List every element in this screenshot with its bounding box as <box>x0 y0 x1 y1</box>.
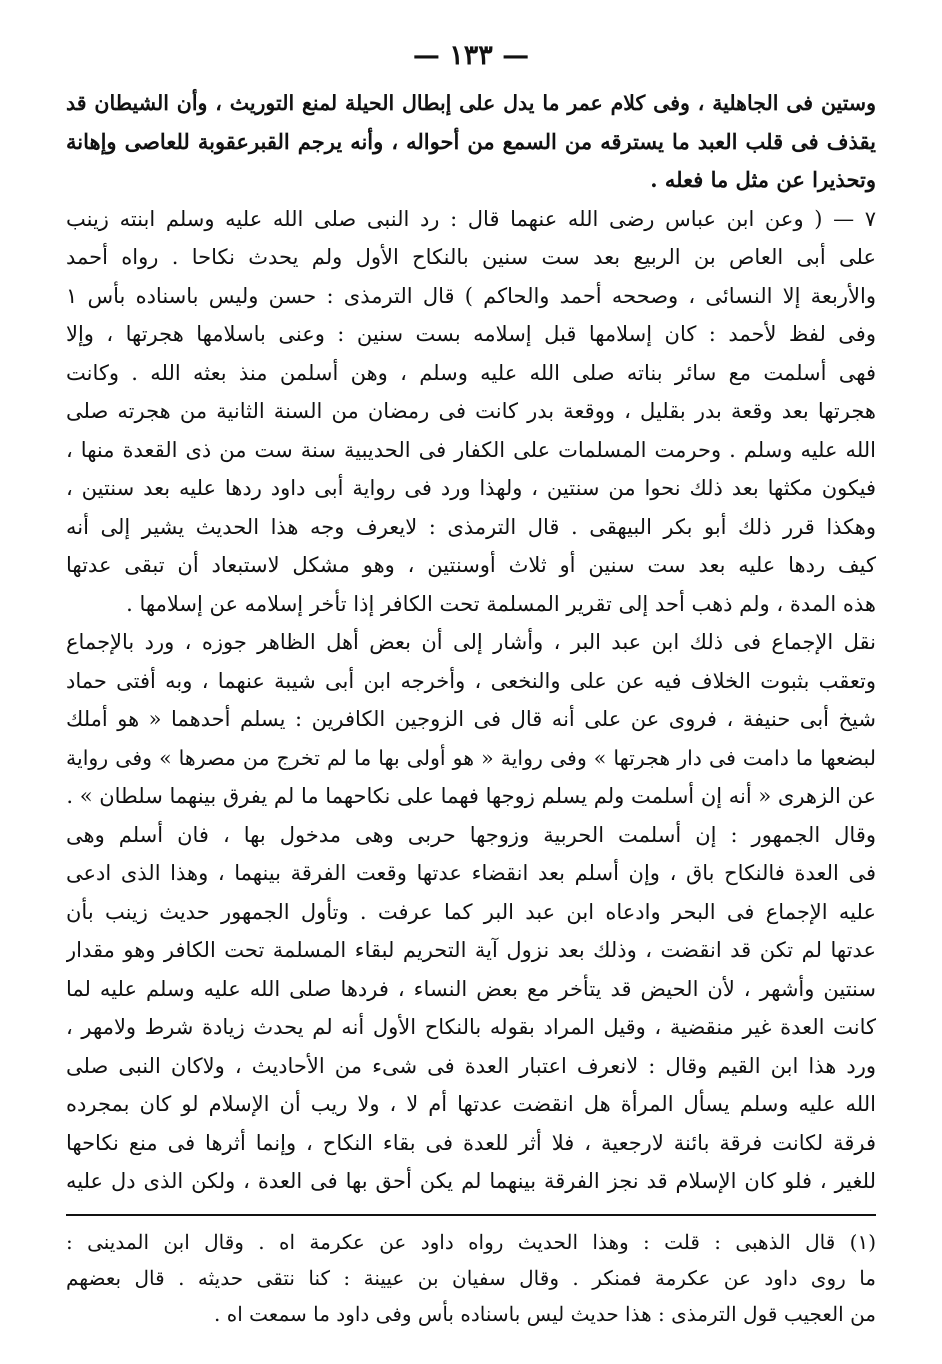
text-line: فى العدة فالنكاح باق ، وإن أسلم بعد انقضاء عدتها وقعت الفرقة بينهما ، وهذا الذى ادعى <box>66 861 876 885</box>
text-line: للغير ، فلو كان الإسلام قد نجز الفرقة بينهما لم يكن أحق بها فى العدة ، ولكن الذى دل عليه <box>66 1169 876 1193</box>
footnote-line: من العجيب قول الترمذى : هذا حديث ليس باسناده بأس وفى داود ما سمعت اه . <box>214 1302 876 1326</box>
text-line: الله عليه وسلم يسأل المرأة هل انقضت عدتها أم لا ، ولا ريب أن الإسلام لو كان بمجرده <box>66 1092 876 1116</box>
text-line: يقذف فى قلب العبد ما يسترقه من السمع من أحواله ، وأنه يرجم القبرعقوبة للعاصى وإهانة <box>66 128 876 154</box>
text-line: عليه الإجماع فى البحر وادعاه ابن عبد البر كما عرفت . وتأول الجمهور حديث زينب بأن <box>66 899 876 924</box>
text-line: وقال الجمهور : إن أسلمت الحربية وزوجها حربى وهى مدخول بها ، فان أسلم وهى <box>66 822 876 847</box>
page-number: — ١٣٣ — <box>412 40 530 71</box>
text-line: فرقة لكانت فرقة بائنة لارجعية ، فلا أثر للعدة فى بقاء النكاح ، وإنما أثرها فى منع نكاحها <box>66 1130 876 1155</box>
text-line: فهى أسلمت مع سائر بناته صلى الله عليه وسلم ، وهن أسلمن منذ بعثه الله . وكانت <box>66 360 876 385</box>
text-line: شيخ أبى حنيفة ، فروى عن على أنه قال فى الزوجين الكافرين : يسلم أحدهما « هو أملك <box>66 707 876 731</box>
text-line: عدتها لم تكن قد انقضت ، وذلك بعد نزول آية التحريم لبقاء المسلمة تحت الكافر وهو مقدار <box>66 938 876 962</box>
footnote-divider <box>66 1214 876 1216</box>
text-line: فيكون مكثها بعد ذلك نحوا من سنتين ، ولهذا ورد فى رواية أبى داود ردها عليه بعد سنتين ، <box>66 476 876 500</box>
text-line: سنتين وأشهر ، لأن الحيض قد يتأخر مع بعض النساء ، فردها صلى الله عليه وسلم عليه لما <box>66 976 876 1001</box>
text-line: كانت العدة غير منقضية ، وقيل المراد بقوله بالنكاح الأول أنه لم يحدث زيادة شرط ولامهر ، <box>66 1015 876 1039</box>
text-line: وهكذا قرر ذلك أبو بكر البيهقى . قال الترمذى : لايعرف وجه هذا الحديث يشير إلى أنه <box>66 514 876 539</box>
text-line: هجرتها بعد وقعة بدر بقليل ، ووقعة بدر كانت فى رمضان من السنة الثانية من هجرته صلى <box>66 399 876 423</box>
text-line: ٧ — ( وعن ابن عباس رضى الله عنهما قال : رد النبى صلى الله عليه وسلم ابنته زينب <box>66 206 876 231</box>
text-line: على أبى العاص بن الربيع بعد ست سنين بالنكاح الأول ولم يحدث نكاحا . رواه أحمد <box>66 245 876 269</box>
text-line: نقل الإجماع فى ذلك ابن عبد البر ، وأشار إلى أن بعض أهل الظاهر جوزه ، ورد بالإجماع <box>66 630 876 654</box>
text-line: هذه المدة ، ولم ذهب أحد إلى تقرير المسلمة تحت الكافر إذا تأخر إسلامه عن إسلامها . <box>126 591 876 616</box>
text-line: وستين فى الجاهلية ، وفى كلام عمر ما يدل على إبطال الحيلة لمنع التوريث ، وأن الشيطان قد <box>66 91 876 115</box>
text-line: وفى لفظ لأحمد : كان إسلامها قبل إسلامه بست سنين : وعنى باسلامها هجرتها ، وإلا <box>66 322 876 346</box>
text-line: وتحذيرا عن مثل ما فعله . <box>650 167 876 192</box>
text-line: الله عليه وسلم . وحرمت المسلمات على الكفار فى الحديبية سنة ست من ذى القعدة منها ، <box>66 437 876 462</box>
text-line: والأربعة إلا النسائى ، وصححه أحمد والحاكم ) قال الترمذى : حسن وليس باسناده بأس ١ <box>66 283 876 308</box>
main-text <box>66 84 876 1201</box>
text-line: كيف ردها عليه بعد ست سنين أو ثلاث أوسنتين ، وهو مشكل لاستبعاد أن تبقى عدتها <box>66 553 876 577</box>
footnote <box>66 1224 876 1332</box>
text-line: وتعقب بثبوت الخلاف فيه عن على والنخعى ، وأخرجه ابن أبى شيبة عنهما ، وبه أفتى حماد <box>66 668 876 693</box>
text-line: ورد هذا ابن القيم وقال : لانعرف اعتبار العدة فى شىء من الأحاديث ، ولاكان النبى صلى <box>66 1053 876 1078</box>
footnote-line: (١) قال الذهبى : قلت : وهذا الحديث رواه داود عن عكرمة اه . وقال ابن المدينى : <box>66 1230 876 1254</box>
text-line: عن الزهرى « أنه إن أسلمت ولم يسلم زوجها فهما على نكاحهما ما لم يفرق بينهما سلطان » . <box>66 784 876 808</box>
text-line: لبضعها ما دامت فى دار هجرتها » وفى رواية « هو أولى بها ما لم تخرج من مصرها » وفى رواية <box>66 745 876 770</box>
footnote-line: ما روى داود عن عكرمة فمنكر . وقال سفيان بن عيينة : كنا نتقى حديثه . قال بعضهم <box>66 1266 876 1290</box>
